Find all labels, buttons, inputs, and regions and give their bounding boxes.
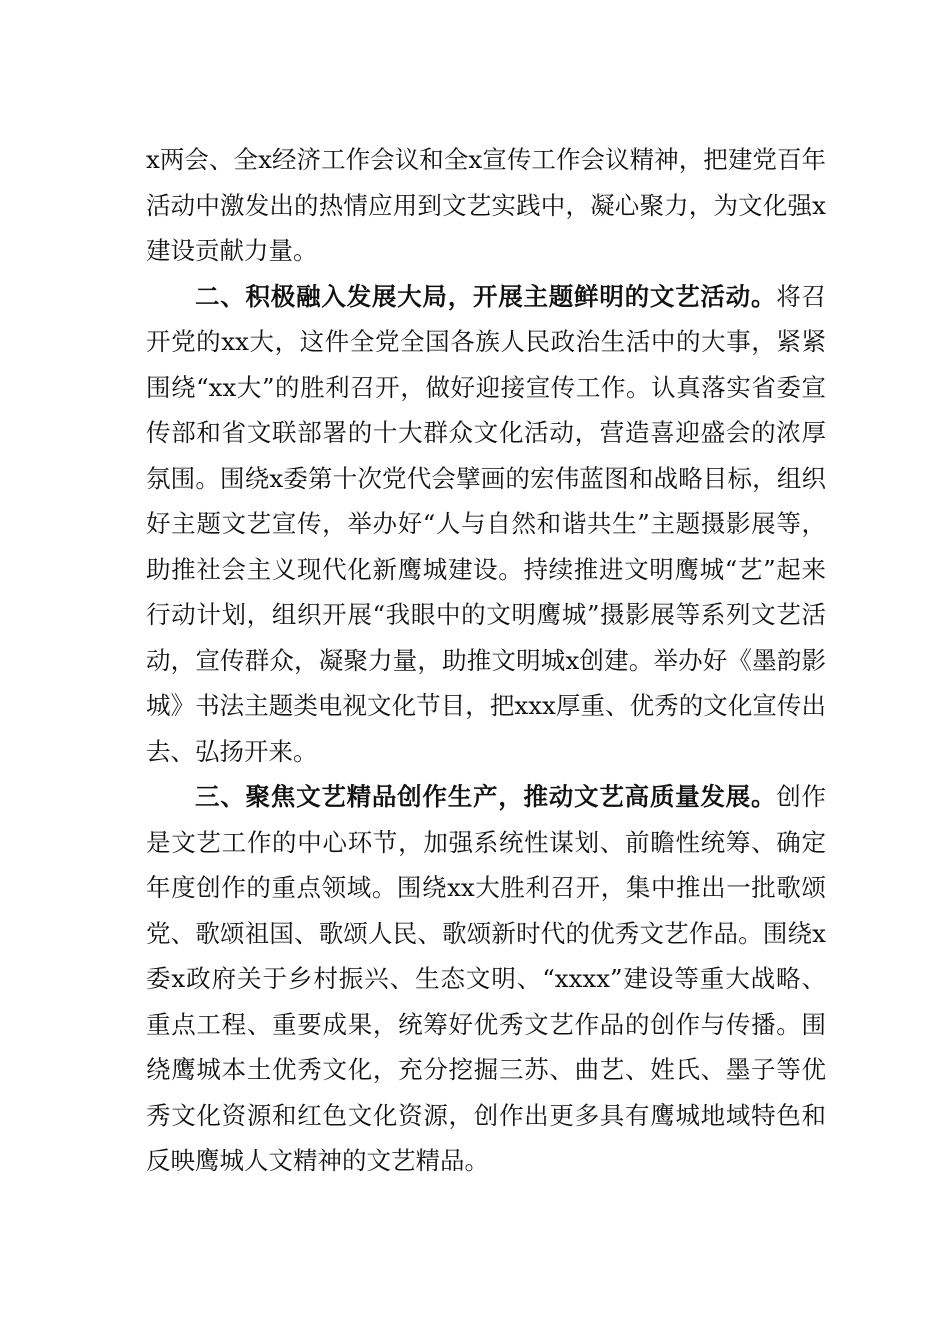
paragraph-text: 创作是文艺工作的中心环节，加强系统性谋划、前瞻性统筹、确定年度创作的重点领域。围绕xx大胜利召开，集中推出一批歌颂党、歌颂祖国、歌颂人民、歌颂新时代的优秀文艺作品。围绕x委x政府关于乡村振兴、生态文明、“xxxx”建设等重大战略、重点工程、重要成果，统筹好优秀文艺作品的创作与传播。围绕鹰城本土优秀文化，充分挖掘三苏、曲艺、姓氏、墨子等优秀文化资源和红色文化资源，创作出更多具有鹰城地域特色和反映鹰城人文精神的文艺精品。 bbox=[146, 782, 827, 1175]
paragraph-section-two bbox=[146, 274, 826, 775]
paragraph-continuation bbox=[146, 137, 826, 274]
paragraph-section-three bbox=[146, 774, 826, 1184]
document-body bbox=[146, 137, 826, 1184]
paragraph-text: 将召开党的xx大，这件全党全国各族人民政治生活中的大事，紧紧围绕“xx大”的胜利召开，做好迎接宣传工作。认真落实省委宣传部和省文联部署的十大群众文化活动，营造喜迎盛会的浓厚氛围。围绕x委第十次党代会擘画的宏伟蓝图和战略目标，组织好主题文艺宣传，举办好“人与自然和谐共生”主题摄影展等，助推社会主义现代化新鹰城建设。持续推进文明鹰城“艺”起来行动计划，组织开展“我眼中的文明鹰城”摄影展等系列文艺活动，宣传群众，凝聚力量，助推文明城x创建。举办好《墨韵影城》书法主题类电视文化节目，把xxx厚重、优秀的文化宣传出去、弘扬开来。 bbox=[146, 281, 827, 766]
section-heading-three: 三、聚焦文艺精品创作生产，推动文艺高质量发展。 bbox=[195, 782, 777, 811]
section-heading-two: 二、积极融入发展大局，开展主题鲜明的文艺活动。 bbox=[195, 281, 777, 311]
paragraph-text: x两会、全x经济工作会议和全x宣传工作会议精神，把建党百年活动中激发出的热情应用到文艺实践中，凝心聚力，为文化强x建设贡献力量。 bbox=[146, 145, 826, 265]
